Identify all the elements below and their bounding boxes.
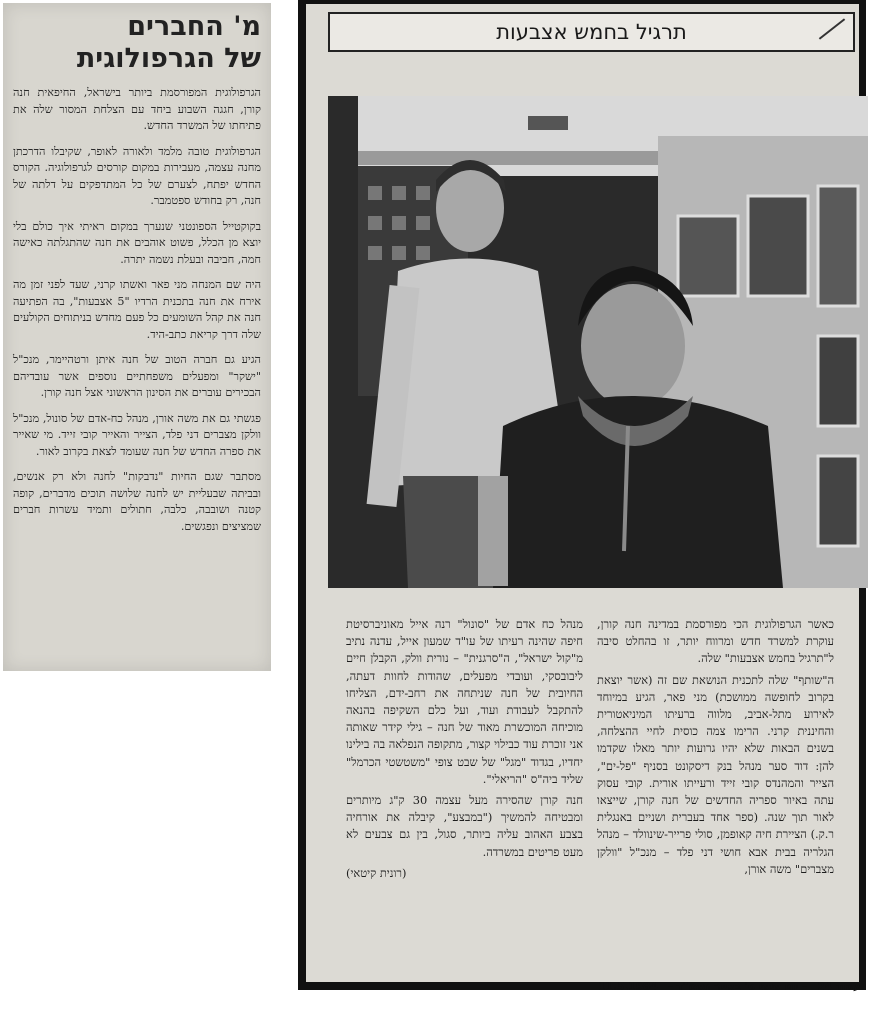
footer-page-number: עמוד 24 xyxy=(817,981,860,993)
article-paragraph: מנהל כח אדם של "סונול" רנה אייל מאוניברסיטת חיפה שהינה רעיתו של עו"ד שמעון אייל, עדנה נתיב מ"קול ישראל", ה"סרגנית" – נורית וולק, הקבלן חיים ליבובסקי, ועובדי מפעלים, שהודות לחוות דעתה, החיובית של חנה שניתחה את רחב-ידם, הצליחו להתקבל לעבודת ועוד, ועל כלם השקיפה בהנאה מוכיחה המוכשרת מאוד של חנה – גילי קידר שאותה אני זוכרת עוד כבילוי קצור, מתקופה הנפלאה בה בילינו יחדיו, בגדוד "מגל" של שבט צופי "משטשטי הכרמל" שליד ביה"ס "הריאלי". xyxy=(346,617,583,786)
footer-date: 11.5.1984 xyxy=(598,981,658,993)
photo-illustration xyxy=(328,96,868,588)
left-paragraph: מסתבר שגם החיות "נדבקות" לחנה ולא רק אנשים, ובביתה שבעליית יש לחנה שלושה תוכים מדברים, קופה קטנה ושובבה, כלבה, חתולים ותמיד עשרות חברים שמציצים ונפגשים. xyxy=(13,470,261,533)
headline-box xyxy=(328,12,855,52)
left-article-body xyxy=(13,85,261,535)
left-paragraph: הגרפולוגית המפורסמת ביותר בישראל, החיפאית חנה קורן, חגגה השבוע ביחד עם הצלחת המסור שלה את פתיחתו של המשרד החדש. xyxy=(13,86,261,132)
page-footer xyxy=(304,981,860,997)
left-headline-line2: של הגרפולוגית xyxy=(76,43,261,74)
left-headline xyxy=(11,11,261,75)
article-paragraph: כאשר הגרפולוגית הכי מפורסמת במדינה חנה קורן, עוקרת למשרד חדש ומרווח יותר, זו בהחלט סיבה ל"תרגיל בחמש אצבעות" שלה. xyxy=(597,617,834,666)
left-paragraph: פגשתי גם את משה אורן, מנהל כח-אדם של סונול, מנכ"ל וולקן מצברים דני פלד, הצייר והאייר קובי זייד. מי שאייר את ספרה החדש של חנה שעומד לצאת בקרוב לאור. xyxy=(13,411,261,458)
article-paragraph: חנה קורן שהסירה מעל עצמה 30 ק"ג מיותרים ומבטיחה להמשיך ("במבצע", קיבלה את אורחיה בצבע האהוב עליה ביותר, סגול, בין גם צבעים לא מעט פריטים במשרדה. xyxy=(346,793,583,859)
right-clipping xyxy=(298,0,866,993)
left-paragraph: היה שם המנחה מני פאר ואשתו קרני, שעד לפני זמן מה אירח את חנה בתכנית הרדיו "5 אצבעות", בה הפתיעה חנה את קהל השומעים כל פעם מחדש בניתוחים הקולעים שלה דרך קריאת כתב-היד. xyxy=(13,278,262,341)
left-clipping xyxy=(3,3,271,671)
footer-hebrew-date: – יום שישי ט' באייר תשמ"ד – xyxy=(667,981,808,993)
article-columns xyxy=(346,616,834,976)
headline: תרגיל בחמש אצבעות xyxy=(496,20,687,44)
article-column-left xyxy=(346,616,583,976)
article-paragraph: ה"שותף" שלה לתכנית הנושאת שם זה (אשר יוצאת בקרוב לחופשה ממושכת) מני פאר, הגיע במיוחד לאירוע מתל-אביב, מלווה ברעיתו המיניאטורית והחיננית קרני. הרימו צמה כוסית לחיי ההצלחה, בשנים הבאות שלא יהיו גרועות יותר מאלו שקדמו להן: דוד סער מנהל בנק דיסקונט בסניף "פל-ים", הצייר והמהנדס קובי זייד ורעייתו אורית. קובי עסוק עתה באיור ספריה החדשים של חנה קורן, שייצאו לאור תוך שנה. (ספר אחד בעברית ושניים באנגלית ר.ק.) הציירת חיה קאופמן, סולי פרייר-שינוולד – מנהל הגלריה בבית אבא חושי דני פלד – מנכ"ל "וולקן מצברים" משה אורן, xyxy=(597,672,834,876)
article-photo xyxy=(328,96,868,588)
article-column-right xyxy=(597,616,834,976)
left-paragraph: הגרפולוגית טובה מלמד ולאורה לאופר, שקיבלו הדרכתן מחנה עצמה, מעבירות במקום קורסים לגרפולוגיה. הקורס החדש יפתח, לצערם של כל המתדפקים על דלתה של חנה, רק בחודש ספטמבר. xyxy=(13,144,261,207)
right-clipping-page xyxy=(306,4,859,982)
left-headline-line1: מ' החברים xyxy=(127,11,261,42)
left-paragraph: הגיע גם חברה הטוב של חנה איתן ורטהיימר, מנכ"ל "ישקר" ומפעלים משפחתיים נוספים אשר עובדיהם הבכירים עוברים את הסינון הראשוני אצל חנה קורן. xyxy=(13,353,261,399)
left-paragraph: בקוקטייל הספונטני שנערך במקום ראיתי איך כולם בלי יוצא מן הכלל, פשוט אוהבים את חנה שהתגלתה כאישה חמה, חביבה ובעלת נשמה יתרה. xyxy=(13,219,261,266)
byline: (רונית קיטאי) xyxy=(346,865,407,880)
